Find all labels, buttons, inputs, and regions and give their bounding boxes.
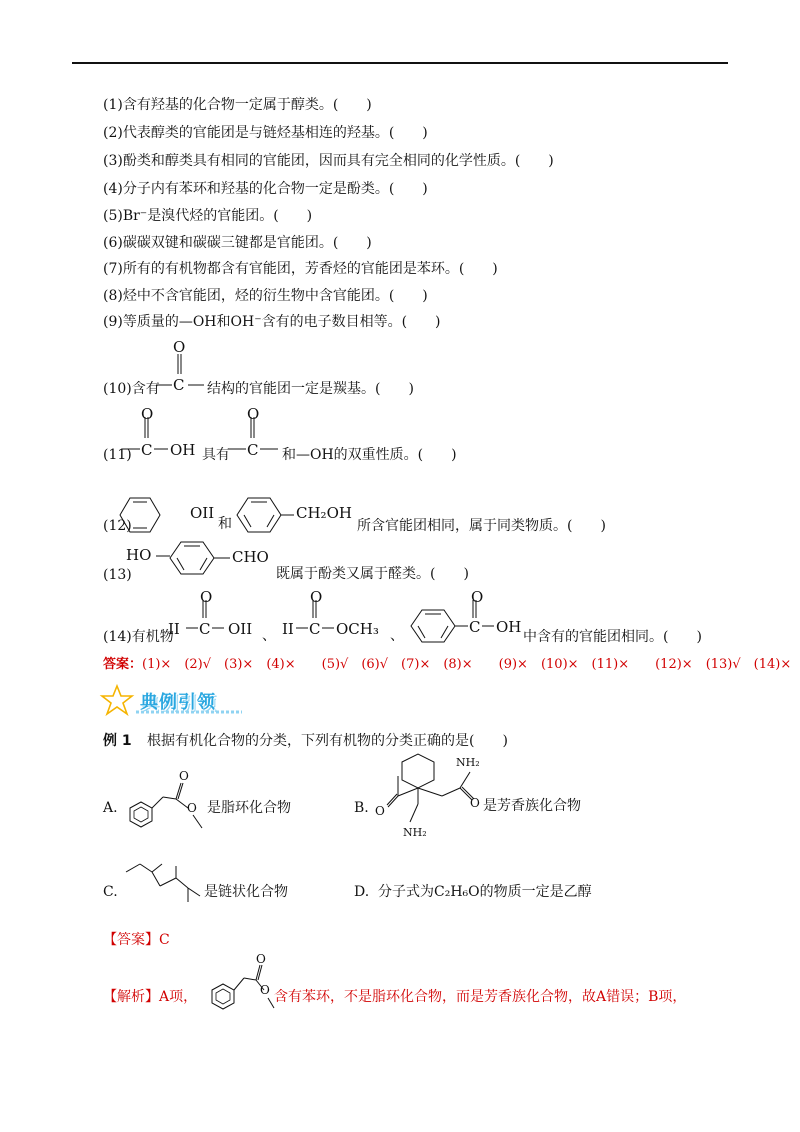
atom-oh: OH [170,441,196,459]
option-d-text: 分子式为C₂H₆O的物质一定是乙醇 [378,884,592,900]
branched-alkane-structure [122,860,212,905]
option-a-label: A. [103,800,118,816]
statement-12-mid: 和 [218,516,232,532]
statement-11-prefix: (11) [103,447,132,463]
atom-o: O [141,405,154,423]
answer-text: (1)× (2)√ (3)× (4)× (5)√ (6)√ (7)× (8)× (9)× (10)× (11)× (12)× (13)√ (14)× [142,657,792,672]
analysis-label: 【解析】A项， [103,989,198,1005]
group-cho: CHO [232,548,269,566]
example-question: 根据有机化合物的分类，下列有机物的分类正确的是( ) [147,733,508,749]
atom-o: O [310,588,323,606]
atom-c: C [199,620,211,638]
group-nh2: NH₂ [403,826,427,839]
statement-13-prefix: (13) [103,567,132,583]
statement-14-prefix: (14)有机物 [103,629,174,645]
statement-10-suffix: 结构的官能团一定是羰基。( ) [207,381,414,397]
atom-o: O [375,804,385,818]
atom-o: O [471,588,484,606]
statement-7: (7)所有的有机物都含有官能团，芳香烃的官能团是苯环。( ) [103,261,498,277]
atom-c: C [309,620,321,638]
option-c-label: C. [103,884,118,900]
statement-5: (5)Br⁻是溴代烃的官能团。( ) [103,208,313,224]
group-ho: HO [126,546,152,564]
atom-o: O [260,983,270,997]
statement-8: (8)烃中不含官能团，烃的衍生物中含官能团。( ) [103,288,428,304]
statement-14-suffix: 中含有的官能团相同。( ) [523,629,702,645]
answer-line [103,656,791,674]
statement-2: (2)代表醇类的官能团是与链烃基相连的羟基。( ) [103,125,428,141]
statement-10-prefix: (10)含有 [103,381,160,397]
statement-9: (9)等质量的—OH和OH⁻含有的电子数目相等。( ) [103,314,441,330]
atom-c: C [247,441,259,459]
atom-h: II [282,620,294,638]
statement-6: (6)碳碳双键和碳碳三键都是官能团。( ) [103,235,372,251]
answer-label: 答案： [103,657,143,672]
example-label: 例 1 [103,733,132,749]
atom-o: O [187,801,197,815]
atom-oh: OII [190,504,215,522]
group-ch2oh: CH₂OH [296,504,352,522]
statement-11-suffix: 和—OH的双重性质。( ) [282,447,457,463]
atom-c: C [469,618,481,636]
star-icon [102,686,132,714]
option-b-text: 是芳香族化合物 [483,798,581,814]
atom-o: O [173,338,186,356]
statement-13-suffix: 既属于酚类又属于醛类。( ) [276,566,469,582]
atom-o: O [179,769,189,783]
atom-oh: OII [228,620,253,638]
atom-o: O [470,796,480,810]
atom-h: II [168,620,180,638]
example-answer: 【答案】C [103,932,170,948]
option-c-text: 是链状化合物 [204,884,288,900]
atom-oh: OH [496,618,522,636]
group-nh2: NH₂ [456,756,480,769]
atom-c: C [141,441,153,459]
statement-3: (3)酚类和醇类具有相同的官能团，因而具有完全相同的化学性质。( ) [103,153,554,169]
option-a-text: 是脂环化合物 [207,800,291,816]
separator: 、 [262,628,276,644]
option-d-label: D. [354,884,370,900]
statement-1: (1)含有羟基的化合物一定属于醇类。( ) [103,97,372,113]
option-b-label: B. [354,800,369,816]
statement-12-prefix: (12) [103,518,132,534]
statement-11-mid: 具有 [202,447,230,463]
atom-o: O [247,405,260,423]
statement-12-suffix: 所含官能团相同，属于同类物质。( ) [357,518,606,534]
separator: 、 [390,628,404,644]
atom-c: C [173,376,185,394]
header-rule [72,62,728,64]
statement-4: (4)分子内有苯环和羟基的化合物一定是酚类。( ) [103,181,428,197]
group-och3: OCH₃ [336,620,379,638]
atom-o: O [256,952,266,966]
analysis-text: 含有苯环，不是脂环化合物，而是芳香族化合物，故A错误；B项， [274,989,687,1005]
atom-o: O [200,588,213,606]
banner-title: 典例引领 [140,692,216,713]
